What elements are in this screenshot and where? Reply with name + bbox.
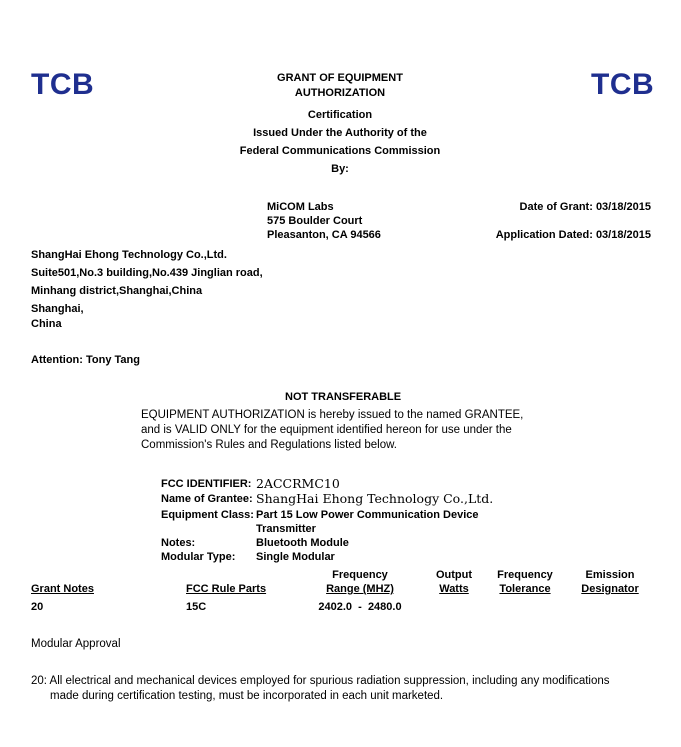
- col-output-bottom: Watts: [439, 583, 469, 595]
- issuer-address2: Pleasanton, CA 94566: [267, 229, 381, 241]
- grantee-label: Name of Grantee:: [161, 493, 253, 505]
- by-label: By:: [331, 163, 349, 175]
- notes-value: Bluetooth Module: [256, 537, 349, 549]
- grantee-city: Shanghai,: [31, 303, 84, 315]
- grant-note-20-line1: 20: All electrical and mechanical devices employed for spurious radiation suppression, including any modifications: [31, 675, 610, 687]
- grantee-value: ShangHai Ehong Technology Co.,Ltd.: [256, 491, 494, 506]
- modular-type-value: Single Modular: [256, 551, 335, 563]
- modular-approval: Modular Approval: [31, 638, 121, 650]
- issuer-name: MiCOM Labs: [267, 201, 334, 213]
- col-grant-notes: Grant Notes: [31, 583, 94, 595]
- grantee-country: China: [31, 318, 62, 330]
- grantee-address1: Suite501,No.3 building,No.439 Jinglian road,: [31, 267, 263, 279]
- equipment-class-label: Equipment Class:: [161, 509, 254, 521]
- doc-title-line2: AUTHORIZATION: [294, 87, 386, 99]
- row-freq-range: 2402.0 - 2480.0: [318, 601, 402, 613]
- col-emission-bottom: Designator: [581, 583, 639, 595]
- col-rule-parts: FCC Rule Parts: [186, 583, 267, 595]
- col-output-top: Output: [435, 569, 473, 581]
- row-rule-parts: 15C: [186, 601, 207, 613]
- col-tolerance-top: Frequency: [497, 569, 553, 581]
- fcc-id-label: FCC IDENTIFIER:: [161, 478, 252, 490]
- modular-type-label: Modular Type:: [161, 551, 236, 563]
- col-freq-range-bottom: Range (MHZ): [326, 583, 394, 595]
- grantee-address2: Minhang district,Shanghai,China: [31, 285, 203, 297]
- row-grant-notes: 20: [31, 601, 44, 613]
- statement-line2: and is VALID ONLY for the equipment identified hereon for use under the: [141, 424, 512, 436]
- col-freq-range-top: Frequency: [332, 569, 388, 581]
- authority-line: Issued Under the Authority of the: [253, 127, 427, 139]
- tcb-logo-right: TCB: [591, 68, 655, 101]
- issuer-address1: 575 Boulder Court: [267, 215, 363, 227]
- not-transferable: NOT TRANSFERABLE: [285, 391, 402, 403]
- col-tolerance-bottom: Tolerance: [499, 583, 551, 595]
- doc-title-line1: GRANT OF EQUIPMENT: [277, 72, 403, 84]
- statement-line3: Commission's Rules and Regulations listed below.: [141, 439, 397, 451]
- grantee-name: ShangHai Ehong Technology Co.,Ltd.: [31, 249, 227, 261]
- grant-note-20-line2: made during certification testing, must be incorporated in each unit marketed.: [50, 690, 444, 702]
- equipment-class-value-1: Part 15 Low Power Communication Device: [256, 509, 479, 521]
- attention-line: Attention: Tony Tang: [31, 354, 140, 366]
- fcc-line: Federal Communications Commission: [239, 145, 441, 157]
- fcc-id-value: 2ACCRMC10: [256, 476, 340, 491]
- tcb-logo-left: TCB: [31, 68, 95, 101]
- certification-label: Certification: [307, 109, 373, 121]
- date-of-grant: Date of Grant: 03/18/2015: [519, 201, 651, 213]
- application-date: Application Dated: 03/18/2015: [495, 229, 651, 241]
- col-emission-top: Emission: [585, 569, 635, 581]
- notes-label: Notes:: [161, 537, 196, 549]
- statement-line1: EQUIPMENT AUTHORIZATION is hereby issued to the named GRANTEE,: [141, 409, 524, 421]
- equipment-class-value-2: Transmitter: [256, 523, 316, 535]
